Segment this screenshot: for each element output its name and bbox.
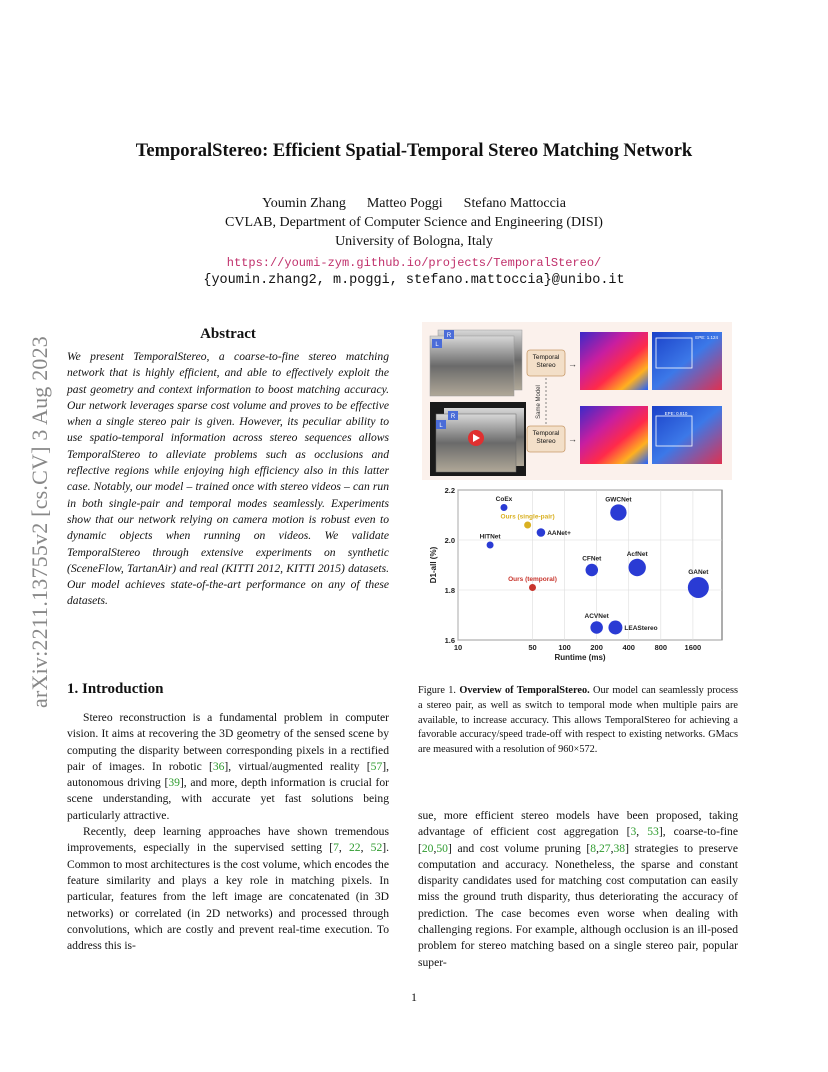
author-emails: {youmin.zhang2, m.poggi, stefano.mattoccia}@unibo.it [203, 273, 625, 288]
citation-link[interactable]: 50 [436, 841, 448, 855]
data-point-label: LEAStereo [624, 625, 658, 632]
figure-1-graphic [422, 322, 732, 662]
data-point-label: Ours (temporal) [508, 576, 557, 583]
runtime-accuracy-scatter-chart [429, 486, 722, 662]
citation-link[interactable]: 22 [349, 841, 361, 855]
x-tick-label: 10 [453, 643, 463, 652]
data-point [524, 522, 531, 529]
data-point-label: ACVNet [584, 613, 609, 621]
abstract-text: We present TemporalStereo, a coarse-to-fine stereo matching network that is highly efficient, and able to effectively exploit the past geometry and context information to boost matching accuracy. Our network leverages sparse cost volume and proves to be effective when a single stereo pair is given. However, its peculiar ability to use spatio-temporal information across stereo sequences allows TemporalStereo to alleviate problems such as occlusions and reflective regions while enjoying high efficiency also in this latter case. Notably, our model – trained once with stereo videos – can run in both single-pair and temporal modes seamlessly. Experiments show that our network relying on camera motion is robust even to dynamic objects when running on videos. We validate TemporalStereo through extensive experiments on synthetic (SceneFlow, TartanAir) and real (KITTI 2012, KITTI 2015) datasets. Our model achieves state-of-the-art performance on any of these datasets. [67, 350, 389, 608]
intro-paragraph-1: Stereo reconstruction is a fundamental problem in computer vision. It aims at recovering the 3D geometry of the sensed scene by computing the disparity between corresponding pixels in a rectified pair of images. In robotic [36], virtual/augmented reality [57], autonomous driving [39], and more, depth information is crucial for scene understanding, with accurate yet fast solutions being particularly attractive. [67, 711, 390, 822]
data-point [688, 577, 709, 598]
epe-single-label: EPE: 1.124 [695, 335, 718, 340]
arxiv-id: arXiv:2211.13755v2 [cs.CV] 3 Aug 2023 [27, 335, 52, 709]
abstract-heading: Abstract [200, 326, 256, 342]
y-axis-label: D1-all (%) [429, 546, 438, 584]
left-badge-label: L [439, 423, 443, 429]
citation-link[interactable]: 36 [212, 759, 225, 773]
disparity-map-single [580, 332, 648, 390]
disparity-map-temporal [580, 406, 648, 464]
affiliation-line-1: CVLAB, Department of Computer Science and Engineering (DISI) [225, 215, 603, 230]
data-point [529, 584, 536, 591]
stereo-pair-image-1 [430, 330, 522, 396]
same-model-label: Same Model [536, 385, 542, 419]
data-point [590, 621, 603, 634]
data-point [628, 559, 645, 576]
y-tick-label: 2.2 [444, 486, 455, 495]
left-badge-label: L [435, 342, 439, 348]
data-point-label: CoEx [495, 496, 513, 503]
x-axis-label: Runtime (ms) [554, 653, 606, 662]
data-point-label: HITNet [479, 533, 501, 541]
epe-temporal-label: EPE: 0.810 [664, 411, 688, 416]
model-box-label: Temporal Stereo [532, 430, 560, 445]
caption-text: Our model can seamlessly process a stereo pair, as well as switch to temporal mode when multiple pairs are available, to increase accuracy. This allows TemporalStereo for achieving a favorable accuracy/speed trade-off with respect to existing networks. GMacs are measured with a resolution of 960×572. [418, 685, 738, 756]
page-number: 1 [411, 990, 417, 1004]
section-heading-introduction: 1. Introduction [67, 681, 164, 697]
affiliation-line-2: University of Bologna, Italy [335, 234, 493, 249]
model-box-label: Temporal Stereo [532, 354, 560, 369]
citation-link[interactable]: 20 [421, 841, 434, 855]
citation-link[interactable]: 39 [168, 776, 180, 790]
data-point-label: GWCNet [605, 496, 632, 504]
stereo-video-frames [430, 402, 526, 476]
arxiv-stamp [22, 286, 58, 758]
right-paragraph-1: sue, more efficient stereo models have been proposed, taking advantage of efficient cost aggregation [3, 53], coarse-to-fine [20,50] and cost volume pruning [8,27,38] strategies to preserve computation and accuracy. Nonetheless, the sparse and constant disparity candidates used for matching cost computation can easily miss the ground truth disparity, thus deteriorating the accuracy of prediction. The case becomes even worse when dealing with challenging regions. For example, although occlusion is an ill-posed problem for stereo matching based on a single stereo pair, popular super- [418, 809, 738, 969]
right-badge-label: R [450, 414, 456, 420]
citation-link[interactable]: 53 [647, 825, 659, 839]
x-tick-label: 200 [590, 643, 603, 652]
data-point [608, 621, 622, 635]
caption-label: Figure 1. [418, 685, 456, 696]
authors: Youmin Zhang Matteo Poggi Stefano Mattoccia [262, 196, 566, 211]
paper-title: TemporalStereo: Efficient Spatial-Temporal Stereo Matching Network [135, 141, 693, 161]
data-point-label: GANet [688, 568, 709, 576]
data-point [610, 504, 626, 520]
citation-link[interactable]: 57 [370, 759, 383, 773]
intro-paragraph-2: Recently, deep learning approaches have shown tremendous improvements, especially in the supervised setting [7, 22, 52]. Common to most architectures is the cost volume, which encodes the feature similarity and plays a key role in matching pixels. In particular, features from the left image are concatenated (in 3D networks) or correlated (in 2D networks) and processed through convolutions, which are costly and prevent real-time execution. To address this is- [67, 825, 390, 953]
citation-link[interactable]: 7 [333, 841, 339, 855]
introduction-body [67, 710, 389, 954]
citation-link[interactable]: 38 [613, 841, 626, 855]
x-tick-label: 100 [558, 643, 571, 652]
error-map-single [652, 332, 722, 390]
data-point-label: Ours (single-pair) [500, 513, 555, 521]
citation-link[interactable]: 8 [590, 841, 597, 855]
figure-1 [422, 322, 732, 662]
data-point-label: AANet+ [547, 530, 571, 537]
data-point [537, 528, 546, 537]
x-tick-label: 50 [528, 643, 537, 652]
project-url-link[interactable]: https://youmi-zym.github.io/projects/TemporalStereo/ [226, 256, 602, 270]
data-point [586, 564, 599, 577]
right-column-body [418, 808, 738, 971]
y-tick-label: 1.6 [444, 636, 455, 645]
x-tick-label: 400 [622, 643, 635, 652]
right-badge-label: R [446, 333, 452, 339]
data-point-label: CFNet [582, 555, 602, 563]
x-tick-label: 800 [654, 643, 668, 652]
citation-link[interactable]: 27 [598, 841, 611, 855]
data-point-label: AcfNet [626, 550, 648, 558]
citation-link[interactable]: 52 [370, 841, 383, 855]
data-point [487, 542, 494, 549]
arrow-right-icon: → [568, 434, 577, 444]
data-point [500, 504, 507, 511]
citation-link[interactable]: 3 [630, 825, 637, 839]
y-tick-label: 1.8 [444, 586, 455, 595]
caption-title: Overview of TemporalStereo. [459, 685, 590, 696]
figure-1-caption [418, 684, 738, 758]
x-tick-label: 1600 [684, 643, 702, 652]
arrow-right-icon: → [568, 359, 577, 369]
y-tick-label: 2.0 [444, 536, 455, 545]
